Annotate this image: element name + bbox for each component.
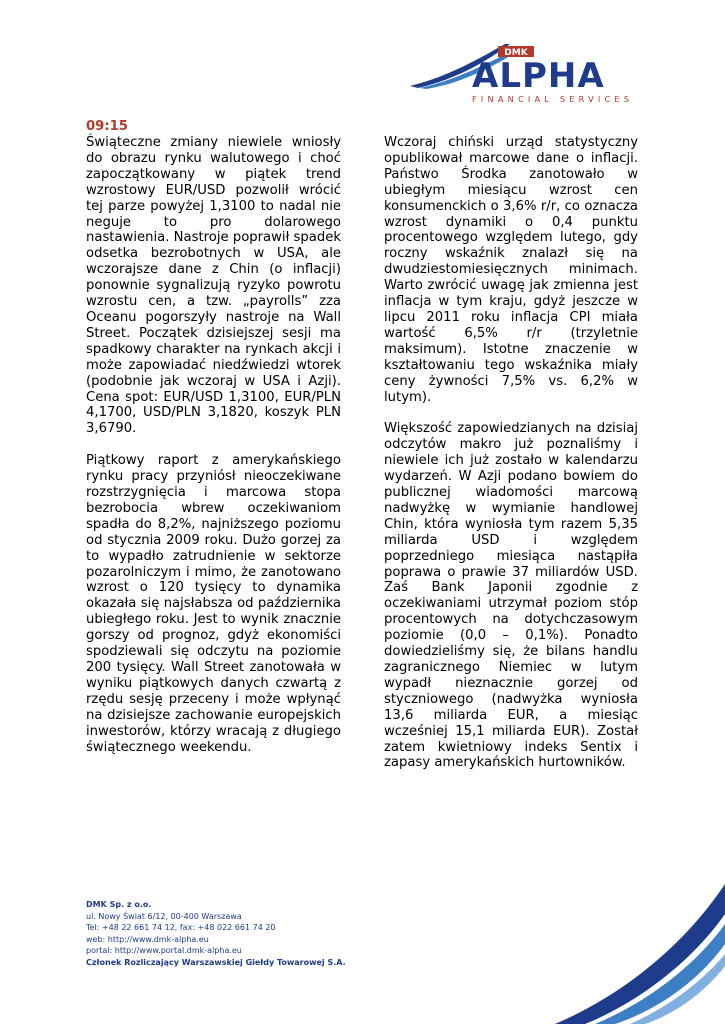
footer-company: DMK Sp. z o.o. (86, 900, 152, 909)
paragraph: Wczoraj chiński urząd statystyczny opublikował marcowe dane o inflacji. Państwo Środka zanotowało w ubiegłym miesiącu wzrost cen konsumenckich o 3,6% r/r, co oznacza wzrost dynamiki o 0,4 punktu procentowego względem lutego, gdy roczny wskaźnik znalazł się na dwudziestomiesięcznych minimach. Warto zwrócić uwagę jak zmienna jest inflacja w tym kraju, gdyż jeszcze w lipcu 2011 roku inflacja CPI miała wartość 6,5% r/r (trzyletnie maksimum). Istotne znaczenie w kształtowaniu tego wskaźnika miały ceny żywności 7,5% vs. 6,2% w lutym). (384, 135, 638, 405)
paragraph: Piątkowy raport z amerykańskiego rynku pracy przyniósł nieoczekiwane rozstrzygnięcia i marcowa stopa bezrobocia wbrew oczekiwaniom spadła do 8,2%, najniższego poziomu od stycznia 2009 roku. Dużo gorzej za to wypadło zatrudnienie w sektorze pozarolniczym i mimo, że zanotowano wzrost o 120 tysięcy to dynamika okazała się najsłabsza od października ubiegłego roku. Jest to wynik znacznie gorszy od prognoz, gdyż ekonomiści spodziewali się odczytu na poziomie 200 tysięcy. Wall Street zanotowała w wyniku piątkowych danych czwartą z rzędu sesję przeceny i może wpłynąć na dzisiejsze zachowanie europejskich inwestorów, którzy wracają z długiego świątecznego weekendu. (86, 453, 341, 755)
footer-web-link[interactable]: web: http://www.dmk-alpha.eu (86, 934, 209, 944)
corner-swoosh-decoration (515, 874, 725, 1024)
footer-membership: Członek Rozliczający Warszawskiej Giełdy Towarowej S.A. (86, 957, 346, 967)
logo-wordmark: ALPHA (472, 56, 605, 96)
page-footer (86, 899, 346, 969)
article-time: 09:15 (86, 119, 128, 134)
logo-tagline: FINANCIAL SERVICES (472, 94, 634, 104)
article-right-column (384, 135, 638, 787)
company-logo (410, 40, 640, 106)
footer-portal-link[interactable]: portal: http://www.portal.dmk-alpha.eu (86, 946, 242, 956)
footer-phone: Tel: +48 22 661 74 12, fax: +48 022 661 74 20 (86, 923, 276, 933)
article-left-column (86, 119, 341, 771)
footer-address: ul. Nowy Świat 6/12, 00-400 Warszawa (86, 911, 242, 921)
paragraph: Większość zapowiedzianych na dzisiaj odczytów makro już poznaliśmy i niewiele ich już zostało w kalendarzu wydarzeń. W Azji podano bowiem do publicznej wiadomości marcową nadwyżkę w wymianie handlowej Chin, która wyniosła tym razem 5,35 miliarda USD i względem poprzedniego miesiąca nastąpiła poprawa o prawie 37 miliardów USD. Zaś Bank Japonii zgodnie z oczekiwaniami utrzymał poziom stóp procentowych na dotychczasowym poziomie (0,0 – 0,1%). Ponadto dowiedzieliśmy się, że bilans handlu zagranicznego Niemiec w lutym wypadł nieznacznie gorzej od styczniowego (nadwyżka wyniosła 13,6 miliarda EUR, a miesiąc wcześniej 15,1 miliarda EUR). Został zatem kwietniowy indeks Sentix i zapasy amerykańskich hurtowników. (384, 421, 638, 771)
logo-badge-text: DMK (504, 48, 528, 58)
paragraph: Świąteczne zmiany niewiele wniosły do obrazu rynku walutowego i choć zapoczątkowany w piątek trend wzrostowy EUR/USD pozwolił wrócić tej parze powyżej 1,3100 to nadal nie neguje to pro dolarowego nastawienia. Nastroje poprawił spadek odsetka bezrobotnych w USA, ale wczorajsze dane z Chin (o inflacji) ponownie sygnalizują ryzyko powrotu wzrostu cen, a tzw. „payrolls” zza Oceanu pogorszyły nastroje na Wall Street. Początek dzisiejszej sesji ma spadkowy charakter na rynkach akcji i może zapowiadać niedźwiedzi wtorek (podobnie jak wczoraj w USA i Azji). Cena spot: EUR/USD 1,3100, EUR/PLN 4,1700, USD/PLN 3,1820, koszyk PLN 3,6790. (86, 135, 341, 437)
